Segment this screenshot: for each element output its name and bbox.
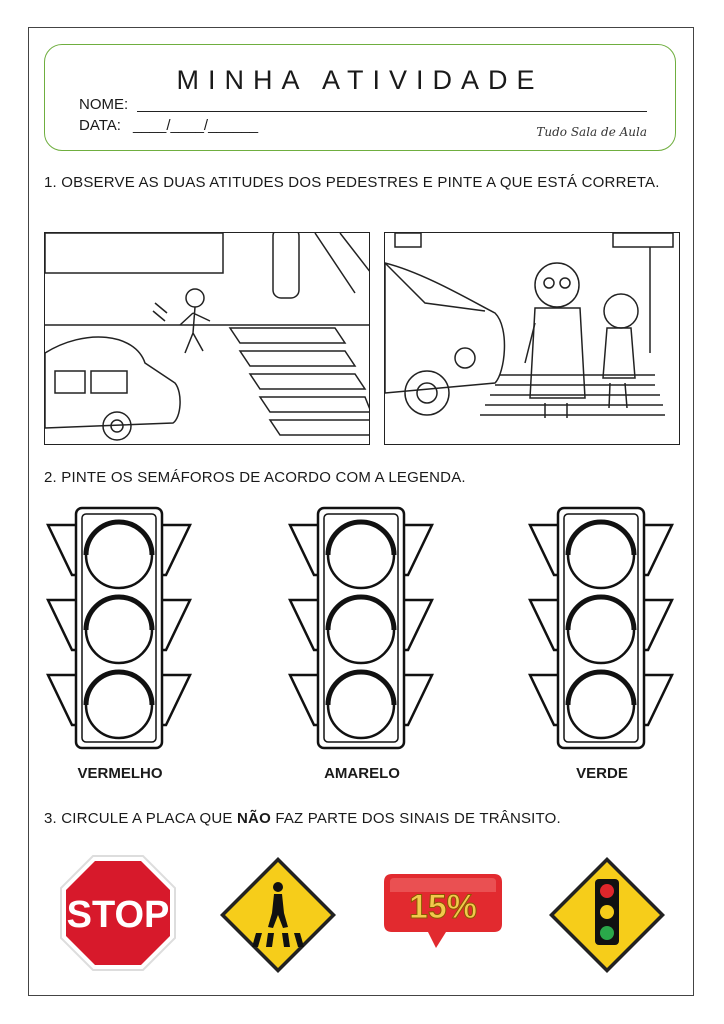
question-3-prefix: 3. CIRCULE A PLACA QUE	[44, 810, 238, 827]
traffic-light-yellow[interactable]	[290, 508, 432, 748]
brand-logo: Tudo Sala de Aula	[536, 125, 647, 139]
legend-yellow: AMARELO	[324, 765, 400, 782]
question-2: 2. PINTE OS SEMÁFOROS DE ACORDO COM A LEGENDA.	[44, 469, 466, 486]
traffic-light-red[interactable]	[48, 508, 190, 748]
question-3-suffix: FAZ PARTE DOS SINAIS DE TRÂNSITO.	[270, 810, 561, 827]
scene-correct-crossing[interactable]	[384, 232, 680, 445]
discount-badge-15-percent[interactable]	[380, 868, 506, 964]
name-label: NOME:	[79, 96, 129, 113]
date-lines[interactable]: ____/____/______	[133, 117, 259, 134]
scene-wrong-crossing[interactable]	[44, 232, 370, 445]
page-title: MINHA ATIVIDADE	[176, 65, 544, 95]
header-box	[44, 44, 676, 151]
question-1: 1. OBSERVE AS DUAS ATITUDES DOS PEDESTRES E PINTE A QUE ESTÁ CORRETA.	[44, 174, 660, 191]
pedestrian-crossing-sign[interactable]	[218, 855, 338, 975]
scene-correct-illustration	[385, 233, 680, 445]
stop-sign[interactable]	[58, 853, 178, 973]
question-3	[44, 809, 561, 829]
scene-wrong-illustration	[45, 233, 370, 445]
legend-green: VERDE	[576, 765, 628, 782]
discount-badge-text: 15%	[408, 888, 478, 926]
traffic-light-green[interactable]	[530, 508, 672, 748]
legend-red: VERMELHO	[77, 765, 163, 782]
stop-sign-text: STOP	[66, 894, 170, 936]
name-line[interactable]	[137, 111, 647, 112]
date-label: DATA:	[79, 117, 121, 134]
question-3-bold: NÃO	[237, 810, 271, 827]
traffic-lights-group	[44, 505, 680, 755]
traffic-light-warning-sign[interactable]	[547, 855, 667, 975]
